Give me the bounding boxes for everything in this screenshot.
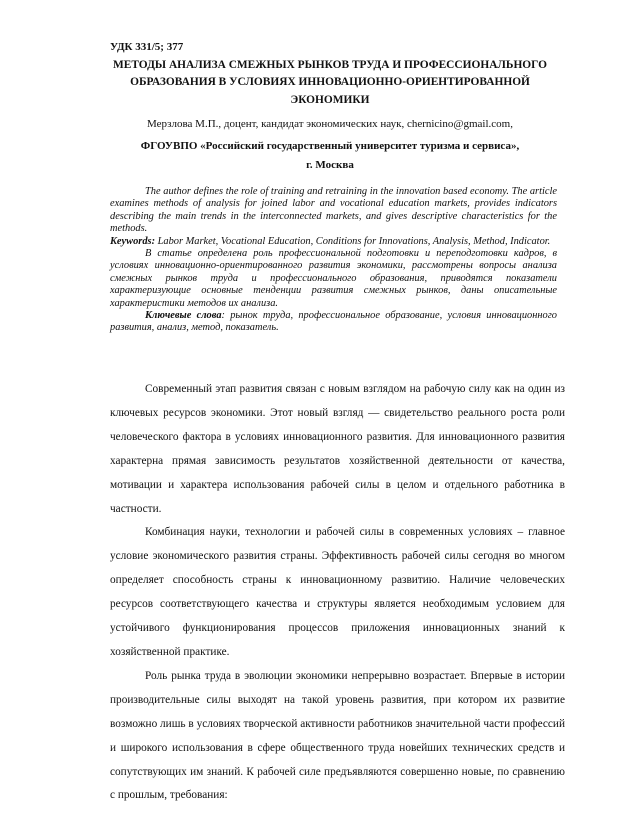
udc-code: УДК 331/5; 377 — [110, 41, 184, 53]
keywords-ru-text: : рынок труда, профессиональное образование, условия инновационного развития, анализ, метод, показатель. — [110, 310, 557, 334]
article-title — [100, 57, 560, 109]
affiliation: ФГОУВПО «Российский государственный университет туризма и сервиса», — [140, 140, 520, 152]
abstract-en: The author defines the role of training and retraining in the innovation based economy. The article examines methods of analysis for joined labor and vocational education markets, provides indicators describing the main trends in the interconnected markets, and gives descriptive characteristics for the methods. — [110, 186, 557, 235]
keywords-en-text: Labor Market, Vocational Education, Conditions for Innovations, Analysis, Method, Indicator. — [157, 235, 551, 247]
title-line: МЕТОДЫ АНАЛИЗА СМЕЖНЫХ РЫНКОВ ТРУДА И ПРОФЕССИОНАЛЬНОГО — [113, 59, 547, 71]
abstract-ru: В статье определена роль профессиональной подготовки и переподготовки кадров, в условиях инновационно-ориентированного развития экономики, рассмотрены вопросы анализа смежных рынков труда и профессионального образования, приводятся показатели характеризующие основные тенденции развития смежных рынков, даны описательные характеристики методов их анализа. — [110, 248, 557, 309]
title-line: ОБРАЗОВАНИЯ В УСЛОВИЯХ ИННОВАЦИОННО-ОРИЕНТИРОВАННОЙ — [130, 76, 530, 89]
author-line: Мерзлова М.П., доцент, кандидат экономических наук, chernicino@gmail.com, — [147, 118, 513, 130]
keywords-ru-label: Ключевые слова — [145, 310, 222, 322]
keywords-en — [110, 236, 557, 248]
keywords-en-label: Keywords: — [110, 235, 156, 247]
city: г. Москва — [306, 159, 354, 171]
body-paragraph: Роль рынка труда в эволюции экономики непрерывно возрастает. Впервые в истории производительные силы выходят на такой уровень развития, при котором их развитие возможно лишь в условиях творческой активности работников значительной части профессий и широкого использования в сфере общественного труда новейших технических средств и сопутствующих им знаний. К рабочей силе предъявляются совершенно новые, по сравнению с прошлым, требования: — [110, 669, 566, 802]
title-line: ЭКОНОМИКИ — [290, 93, 370, 106]
body-paragraph: Комбинация науки, технологии и рабочей силы в современных условиях – главное условие экономического развития страны. Эффективность рабочей силы сегодня во многом определяет способность страны к инновационному развитию. Наличие человеческих ресурсов соответствующего качества и структуры является необходимым условием для устойчивого функционирования процессов приложения инновационных знаний к хозяйственной практике. — [110, 526, 565, 658]
body-text — [110, 378, 565, 808]
keywords-ru — [110, 310, 557, 335]
body-paragraph: Современный этап развития связан с новым взглядом на рабочую силу как на один из ключевых ресурсов экономики. Этот новый взгляд — свидетельство реального роста роли человеческого фактора в условиях инновационного развития. Для инновационного развития характерна прямая зависимость результатов хозяйственной деятельности от качества, мотивации и характера использования рабочей силы в целом и отдельного работника в частности. — [110, 383, 565, 515]
abstract-block — [110, 186, 557, 335]
affiliation-block — [100, 137, 560, 175]
